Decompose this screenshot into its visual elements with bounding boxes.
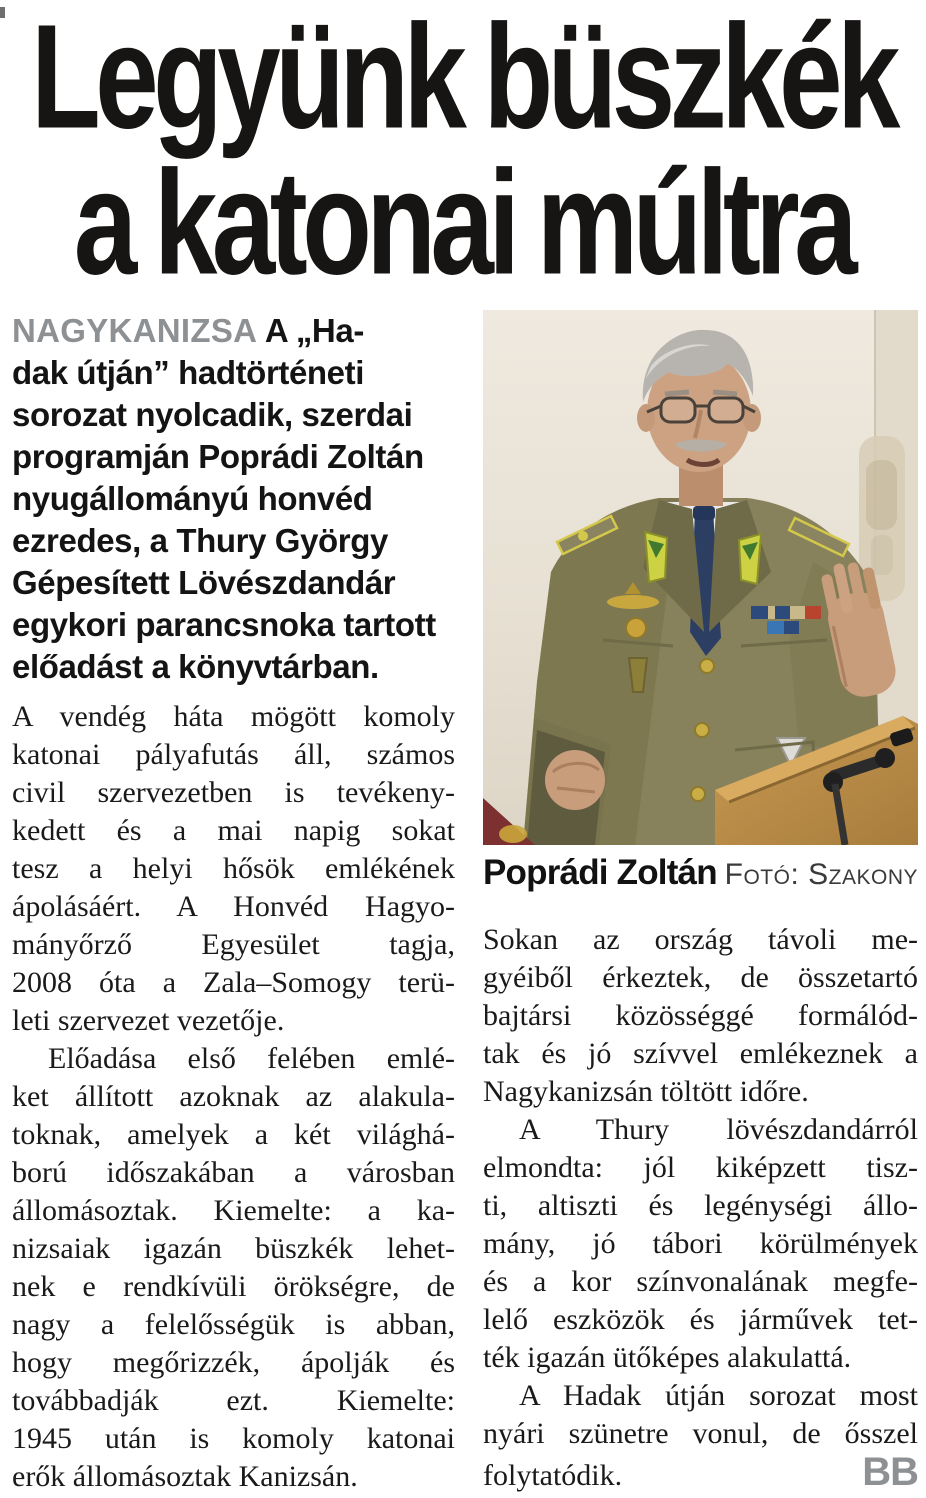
location-tag: NAGYKANIZSA bbox=[12, 312, 258, 349]
collar-tab-left bbox=[645, 532, 667, 582]
article-photo bbox=[483, 310, 918, 845]
lead-lines: dak útján” hadtörténeti sorozat nyolcadik, szerdai programján Poprádi Zoltán nyugállományú honvéd ezredes, a Thury György Gépesített Lövészdandár egykori parancsnoka tartott előadást a könyvtárban. bbox=[12, 354, 436, 685]
body-paragraph bbox=[483, 1377, 918, 1495]
lead-first-line-text: A „Ha- bbox=[257, 312, 364, 349]
photo-credit: Fotó: Szakony bbox=[724, 858, 918, 891]
right-column-body bbox=[483, 921, 918, 1495]
headline bbox=[0, 0, 926, 306]
headline-line-2: a katonai múltra bbox=[73, 140, 853, 306]
body-paragraph: Sokan az ország távoli me- gyéiből érkeztek, de összetartó bajtársi közösséggé formálód- tak és jó szívvel emlékeznek a Nagykanizsán töltött időre. bbox=[483, 923, 918, 1108]
byline-initials: BB bbox=[862, 1450, 918, 1494]
collar-tab-right bbox=[739, 534, 761, 584]
lead-paragraph bbox=[12, 310, 455, 688]
body-paragraph: A Thury lövészdandárról elmondta: jól kiképzett tisz- ti, altiszti és legénységi állo- mány, jó tábori körülmények és a kor színvonalának megfe- lelő eszközök és járművek tet- ték igazán ütőképes alakulattá. bbox=[483, 1113, 918, 1374]
photo-caption bbox=[483, 853, 918, 897]
closing-paragraph-lines: A Hadak útján sorozat most nyári szünetre vonul, de ősszel bbox=[483, 1379, 918, 1450]
closing-line-text: folytatódik. bbox=[483, 1459, 623, 1492]
left-column-body bbox=[12, 698, 455, 1496]
closing-line bbox=[483, 1450, 918, 1495]
lead-first-line bbox=[12, 310, 455, 352]
caption-name: Poprádi Zoltán bbox=[483, 853, 717, 892]
body-paragraph: Előadása első felében emlé- ket állított azoknak az alakula- toknak, amelyek a két világhá- ború időszakában a városban állomásoztak. Kiemelte: a ka- nizsaiak igazán büszkék lehet- nek e rendkívüli örökségre, de nagy a felelősségük is abban, hogy megőrizzék, ápolják és továbbadják ezt. Kiemelte: 1945 után is komoly katonai erők állomásoztak Kanizsán. bbox=[12, 1042, 455, 1493]
headline-line-1: Legyünk büszkék bbox=[31, 0, 895, 161]
right-column bbox=[483, 310, 918, 1495]
left-column bbox=[12, 310, 455, 1496]
body-paragraph: A vendég háta mögött komoly katonai pályafutás áll, számos civil szervezetben is tevékeny- kedett és a mai napig sokat tesz a helyi hősök emlékének ápolásáért. A Honvéd Hagyo- mányőrző Egyesület tagja, 2008 óta a Zala–Somogy terü- leti szervezet vezetője. bbox=[12, 700, 455, 1037]
